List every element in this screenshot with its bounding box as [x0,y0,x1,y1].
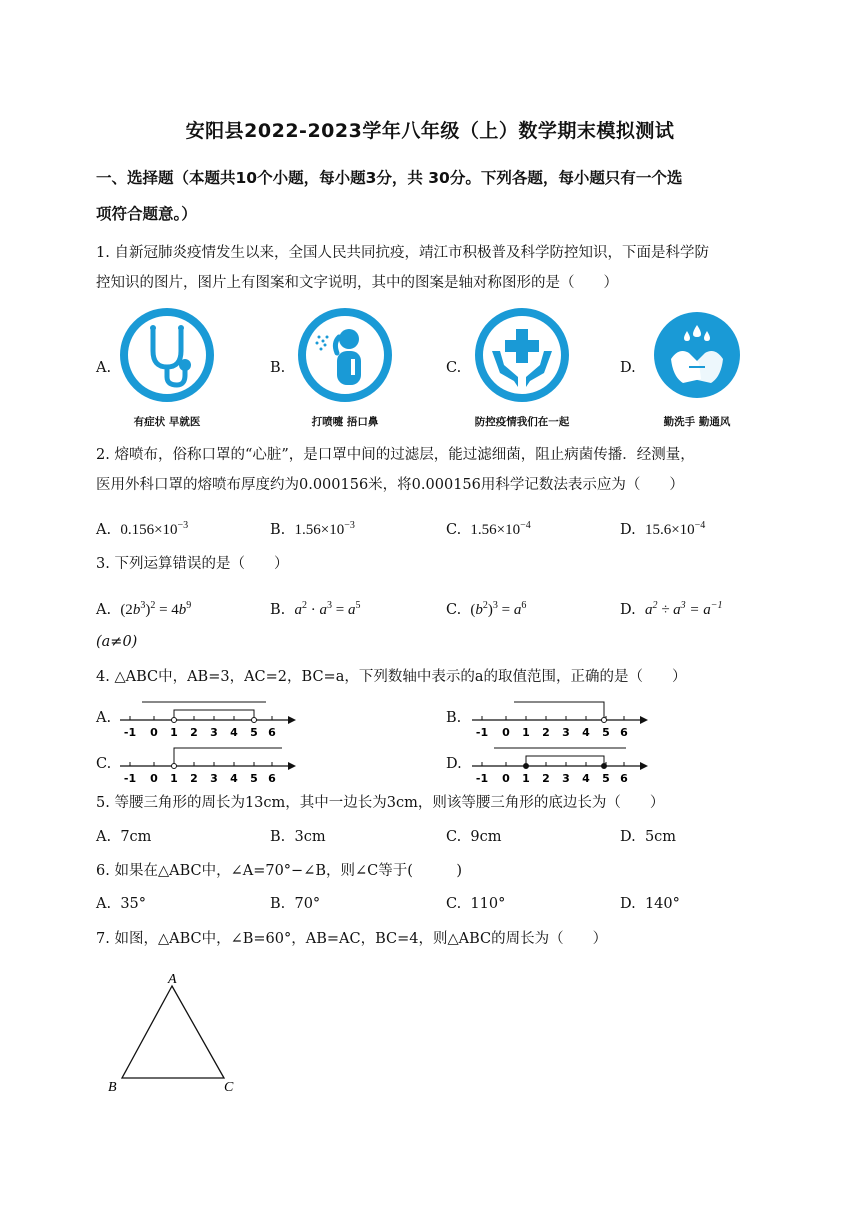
q4-number-line-b [470,696,654,742]
tick-label: 4 [230,726,238,739]
q4-option-a-label: A. [96,710,112,726]
q1-option-b-caption: 打喷嚏 捂口鼻 [311,416,379,428]
vertex-c-label: C [224,1080,234,1095]
q6-option-b [270,892,320,916]
q5-option-d-text: 5cm [644,829,677,845]
tick-label: 1 [522,772,530,785]
q5-option-a [96,825,151,849]
tick-label: 4 [582,726,590,739]
question-2-stem [96,440,776,500]
question-6-stem: 6. 如果在△ABC中，∠A=70°−∠B，则∠C等于( ) [96,863,463,879]
section-heading-line1: 一、选择题（本题共10个小题，每小题3分，共 30分。下列各题，每小题只有一个选 [96,169,683,187]
question-4-stem: 4. △ABC中，AB=3，AC=2，BC=a，下列数轴中表示的a的取值范围，正确的是（ ） [96,669,687,685]
vertex-b-label: B [108,1080,117,1095]
q5-option-c [446,825,502,849]
tick-label: 2 [542,726,550,739]
tick-label: -1 [123,772,137,785]
q1-option-d-caption: 勤洗手 勤通风 [663,416,731,428]
tick-label: 0 [502,726,510,739]
question-1-line1: 1. 自新冠肺炎疫情发生以来，全国人民共同抗疫，靖江市积极普及科学防控知识，下面是科学防 [96,245,709,261]
tick-label: 0 [150,772,158,785]
tick-label: 5 [602,772,610,785]
tick-label: 6 [620,726,628,739]
q3-option-a-label: A. [96,602,112,618]
q2-option-b-base: 1.56×10 [294,522,345,538]
q1-option-b-label: B. [270,360,286,376]
tick-label: 3 [210,772,218,785]
tick-label: 1 [522,726,530,739]
q3-option-b-formula: $a^2 \cdot a^3 = a^5$ [294,600,361,618]
q3-option-d [620,594,723,622]
q6-option-d-label: D. [620,896,636,912]
q5-option-b-label: B. [270,829,286,845]
section-heading-line2: 项符合题意。） [96,205,197,223]
q5-option-b [270,825,326,849]
q2-option-a [96,514,188,542]
q2-option-d [620,514,705,542]
q3-option-b [270,594,360,622]
tick-label: 2 [190,772,198,785]
q2-option-d-label: D. [620,522,636,538]
question-7-stem: 7. 如图，△ABC中，∠B=60°，AB=AC，BC=4，则△ABC的周长为（ ） [96,931,608,947]
q7-triangle-figure [100,970,250,1100]
q2-option-b-label: B. [270,522,286,538]
q3-option-c-label: C. [446,602,462,618]
q1-option-c-label: C. [446,360,462,376]
tick-label: 6 [268,726,276,739]
tick-label: 3 [562,726,570,739]
vertex-a-label: A [168,972,177,987]
q2-option-a-base: 0.156×10 [120,522,178,538]
stethoscope-icon [119,307,215,403]
tick-label: 4 [582,772,590,785]
q2-option-d-base: 15.6×10 [644,522,695,538]
question-1-stem [96,238,776,298]
q1-option-a-caption: 有症状 早就医 [133,416,201,428]
q4-number-line-a [118,696,302,742]
q2-option-b [270,514,355,542]
q4-option-d-label: D. [446,756,462,772]
q3-option-d-formula: $a^2 \div a^3 = a^{-1}$ [644,600,723,618]
q2-option-d-exp: −4 [694,520,706,531]
tick-label: 1 [170,772,178,785]
q3-option-c [446,594,526,622]
q6-option-a-label: A. [96,896,112,912]
tick-label: 3 [210,726,218,739]
page-title: 安阳县2022-2023学年八年级（上）数学期末模拟测试 [185,120,675,142]
question-2-line1: 2. 熔喷布，俗称口罩的“心脏”，是口罩中间的过滤层，能过滤细菌，阻止病菌传播．经测量， [96,447,695,463]
q6-option-c-text: 110° [470,896,506,912]
tick-label: -1 [123,726,137,739]
section-heading [96,160,776,232]
q2-option-c-base: 1.56×10 [470,522,521,538]
tick-label: 5 [602,726,610,739]
q5-option-c-label: C. [446,829,462,845]
q3-option-a [96,594,191,622]
q4-number-line-d [470,742,654,788]
tick-label: 6 [268,772,276,785]
q6-option-c [446,892,505,916]
q3-option-a-formula: $(2b^3)^2 = 4b^9$ [120,600,192,618]
tick-label: -1 [475,726,489,739]
q2-option-a-label: A. [96,522,112,538]
q3-option-c-formula: $(b^2)^3 = a^6$ [470,600,527,618]
q3-note: (a≠0) [96,634,138,650]
question-1-line2: 控知识的图片，图片上有图案和文字说明，其中的图案是轴对称图形的是（ ） [96,275,618,291]
q5-option-c-text: 9cm [470,829,502,845]
tick-label: 5 [250,772,258,785]
q5-option-d-label: D. [620,829,636,845]
question-2-line2: 医用外科口罩的熔喷布厚度约为0.000156米，将0.000156用科学记数法表示应为（ ） [96,477,684,493]
tick-label: 2 [542,772,550,785]
q2-option-a-exp: −3 [177,520,189,531]
q3-option-b-label: B. [270,602,286,618]
question-3-stem: 3. 下列运算错误的是（ ） [96,556,289,572]
q6-option-a-text: 35° [120,896,147,912]
q5-option-a-text: 7cm [120,829,152,845]
tick-label: 0 [150,726,158,739]
handwash-icon [649,307,745,403]
q2-option-c-label: C. [446,522,462,538]
tick-label: 3 [562,772,570,785]
q4-option-b-label: B. [446,710,462,726]
tick-label: 2 [190,726,198,739]
sneeze-icon [297,307,393,403]
q4-option-c-label: C. [96,756,112,772]
q4-number-line-c [118,742,302,788]
q6-option-b-label: B. [270,896,286,912]
q2-option-c-exp: −4 [520,520,531,531]
q1-option-c-caption: 防控疫情我们在一起 [474,416,570,428]
q2-option-b-exp: −3 [344,520,355,531]
q2-option-c [446,514,531,542]
tick-label: -1 [475,772,489,785]
q5-option-a-label: A. [96,829,112,845]
tick-label: 5 [250,726,258,739]
q1-option-d-label: D. [620,360,636,376]
tick-label: 1 [170,726,178,739]
q1-option-a-label: A. [96,360,112,376]
tick-label: 6 [620,772,628,785]
tick-label: 4 [230,772,238,785]
q3-option-d-label: D. [620,602,636,618]
q6-option-d-text: 140° [644,896,680,912]
q5-option-d [620,825,676,849]
q6-option-d [620,892,680,916]
q6-option-a [96,892,146,916]
q5-option-b-text: 3cm [294,829,326,845]
question-5-stem: 5. 等腰三角形的周长为13cm，其中一边长为3cm，则该等腰三角形的底边长为（ ） [96,795,665,811]
tick-label: 0 [502,772,510,785]
q6-option-b-text: 70° [294,896,321,912]
q6-option-c-label: C. [446,896,462,912]
hands-cross-icon [474,307,570,403]
